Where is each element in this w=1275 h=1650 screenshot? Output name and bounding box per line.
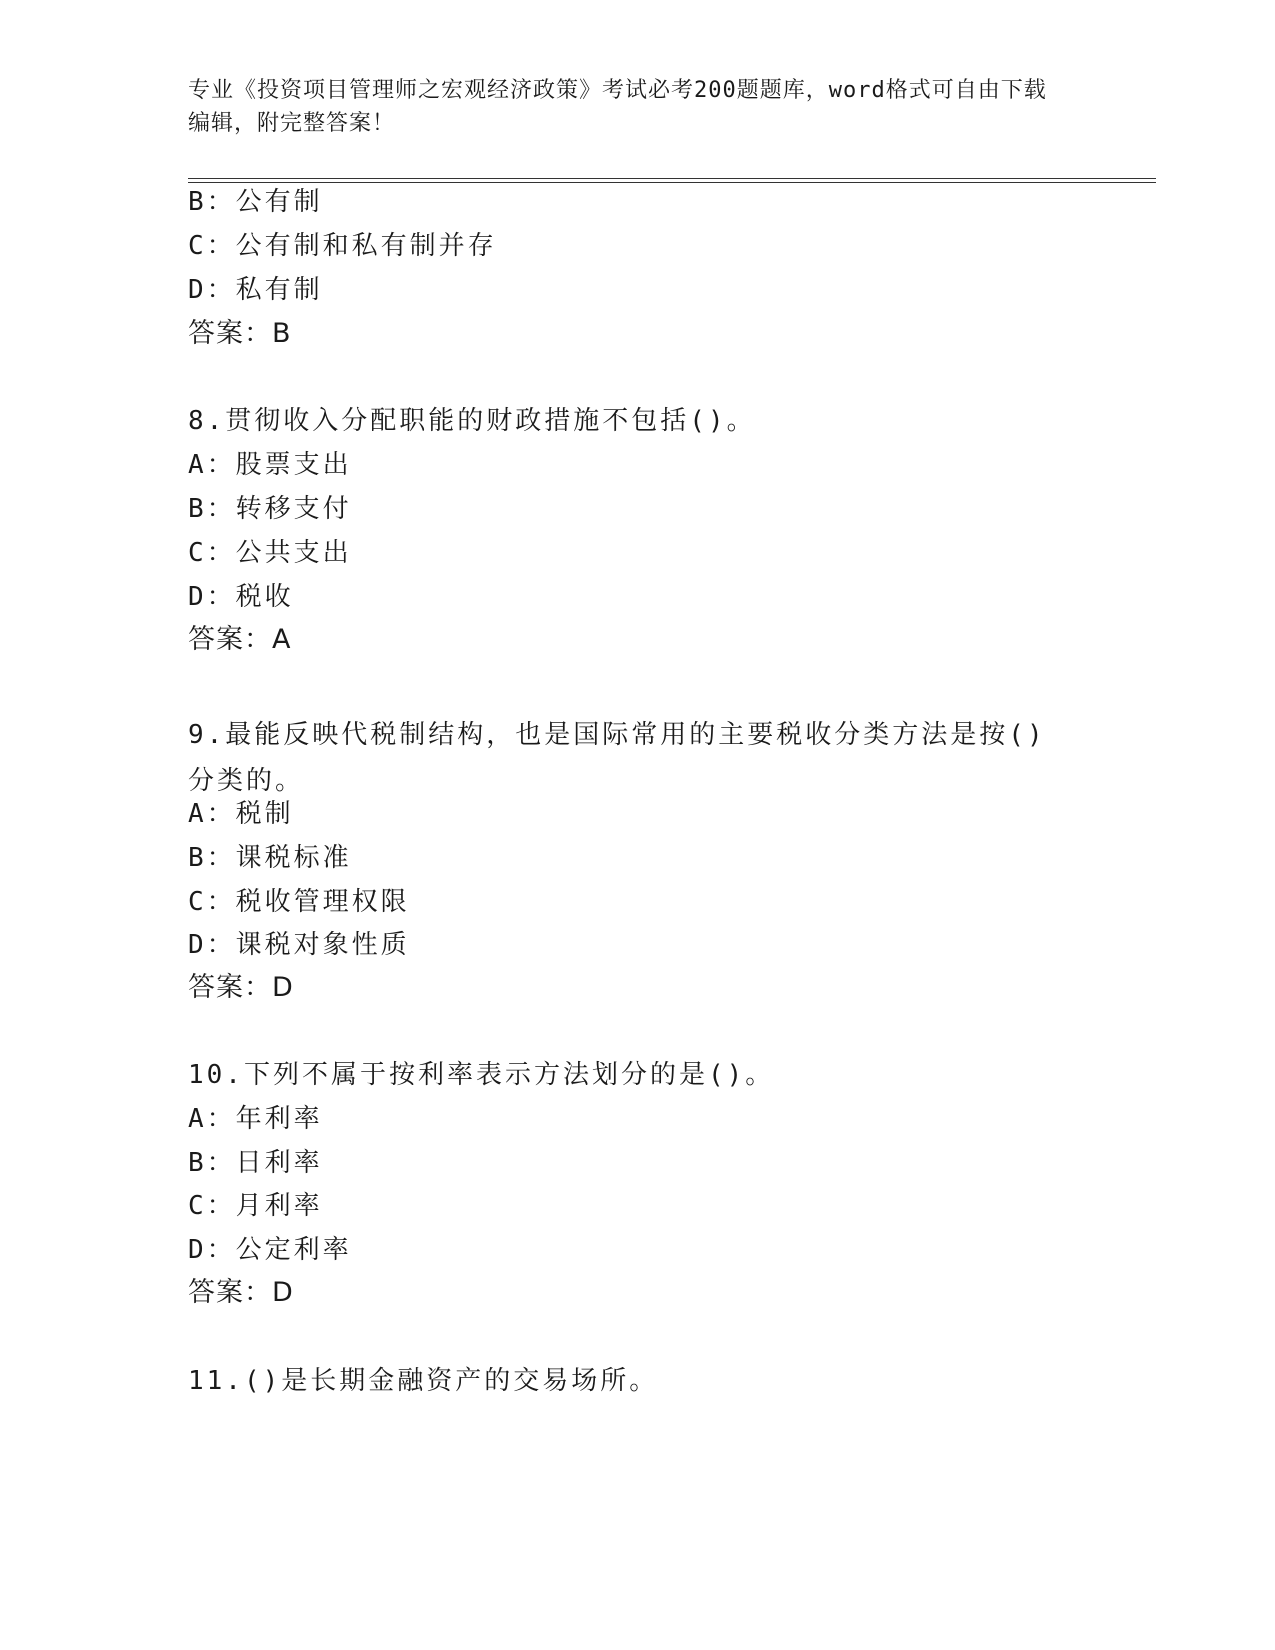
q9-option-c: C：税收管理权限 bbox=[188, 887, 410, 917]
q8-option-c: C：公共支出 bbox=[188, 538, 352, 568]
q7-option-c: C：公有制和私有制并存 bbox=[188, 231, 497, 261]
q8-option-a: A：股票支出 bbox=[188, 450, 352, 480]
q10-question: 10.下列不属于按利率表示方法划分的是()。 bbox=[188, 1060, 775, 1090]
q7-option-b: B：公有制 bbox=[188, 187, 323, 217]
q7-option-d: D：私有制 bbox=[188, 275, 323, 305]
q8-question: 8.贯彻收入分配职能的财政措施不包括()。 bbox=[188, 406, 756, 436]
q10-answer: 答案：D bbox=[188, 1277, 294, 1308]
q10-option-a: A：年利率 bbox=[188, 1104, 323, 1134]
q9-option-d: D：课税对象性质 bbox=[188, 930, 410, 960]
q8-option-d: D：税收 bbox=[188, 582, 294, 612]
q8-answer: 答案：A bbox=[188, 624, 292, 655]
q9-option-a: A：税制 bbox=[188, 799, 294, 829]
document-header: 专业《投资项目管理师之宏观经济政策》考试必考200题题库，word格式可自由下载编辑，附完整答案！ bbox=[188, 78, 1047, 136]
header-divider-top bbox=[188, 178, 1156, 179]
q11-question: 11.()是长期金融资产的交易场所。 bbox=[188, 1366, 659, 1396]
q8-option-b: B：转移支付 bbox=[188, 494, 352, 524]
q9-answer: 答案：D bbox=[188, 972, 294, 1003]
q10-option-b: B：日利率 bbox=[188, 1148, 323, 1178]
q10-option-c: C：月利率 bbox=[188, 1191, 323, 1221]
q7-answer: 答案：B bbox=[188, 318, 292, 349]
header-divider-bottom bbox=[188, 182, 1156, 183]
q9-question: 9.最能反映代税制结构，也是国际常用的主要税收分类方法是按()分类的。 bbox=[188, 720, 1046, 796]
q9-option-b: B：课税标准 bbox=[188, 843, 352, 873]
q10-option-d: D：公定利率 bbox=[188, 1235, 352, 1265]
